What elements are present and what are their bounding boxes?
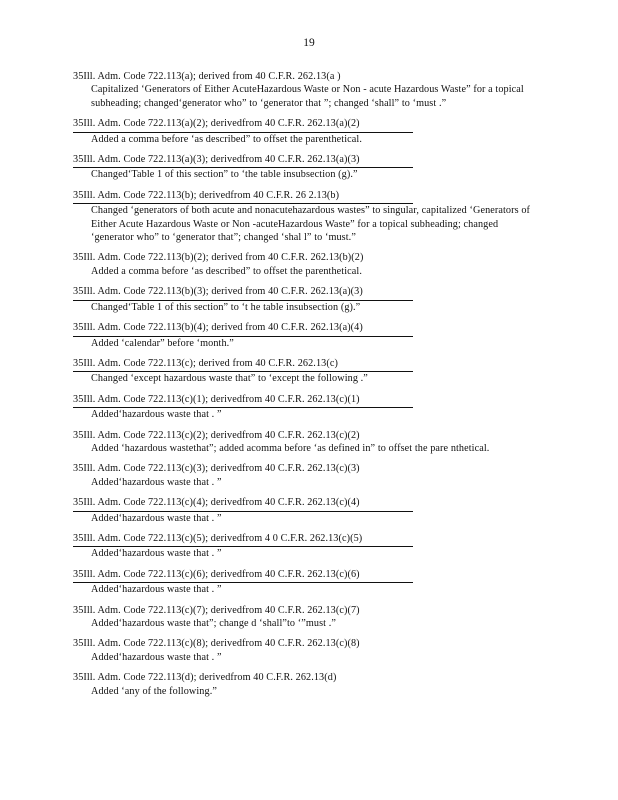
entry-13 [73,532,543,561]
entry-note: Changed‘Table 1 of this section” to ‘the table insubsection (g).” [91,169,358,181]
entry-citation: 35Ill. Adm. Code 722.113(c); derived from 40 C.F.R. 262.13(c) [73,357,413,372]
entry-note: Added‘hazardous waste that . ” [91,409,222,421]
entry-citation: 35Ill. Adm. Code 722.113(c)(1); derivedfrom 40 C.F.R. 262.13(c)(1) [73,393,413,408]
entry-note: Added‘hazardous waste that . ” [91,476,222,488]
entry-citation: 35Ill. Adm. Code 722.113(b)(2); derived from 40 C.F.R. 262.13(b)(2) [73,252,364,264]
entry-citation: 35Ill. Adm. Code 722.113(a)(3); derivedfrom 40 C.F.R. 262.13(a)(3) [73,153,413,168]
entry-2 [73,117,543,146]
entry-citation: 35Ill. Adm. Code 722.113(c)(2); derivedfrom 40 C.F.R. 262.13(c)(2) [73,429,360,441]
entry-note: Added‘hazardous waste that”; change d ‘shall”to ‘”must .” [91,618,337,629]
entry-citation: 35Ill. Adm. Code 722.113(c)(4); derivedfrom 40 C.F.R. 262.13(c)(4) [73,496,413,511]
entry-note: Capitalized ‘Generators of Either AcuteHazardous Waste or Non - acute Hazardous Waste” for a topical subheading; changed‘generator who” to ‘generator that ”; changed ‘shall” to ‘must .” [91,84,524,109]
entry-note: Added‘hazardous waste that . ” [91,512,222,524]
entry-note: Changed ‘except hazardous waste that” to ‘except the following .” [91,373,368,385]
entry-citation: 35Ill. Adm. Code 722.113(c)(6); derivedfrom 40 C.F.R. 262.13(c)(6) [73,568,413,583]
entry-note: Added‘hazardous waste that . ” [91,584,222,596]
entry-note: Added a comma before ‘as described” to offset the parenthetical. [91,133,362,145]
entry-note: Added‘hazardous waste that . ” [91,548,222,560]
entry-citation: 35Ill. Adm. Code 722.113(c)(8); derivedfrom 40 C.F.R. 262.13(c)(8) [73,638,360,650]
entry-8 [73,357,543,386]
entry-note: Added‘hazardous waste that . ” [91,651,222,663]
entry-3 [73,153,543,182]
entry-9 [73,393,543,422]
entry-16 [73,637,543,664]
entry-citation: 35Ill. Adm. Code 722.113(b)(3); derived from 40 C.F.R. 262.13(a)(3) [73,285,413,300]
change-log [73,70,543,705]
entry-citation: 35Ill. Adm. Code 722.113(b); derivedfrom 40 C.F.R. 26 2.13(b) [73,189,413,204]
entry-15 [73,604,543,631]
entry-note: Added ‘calendar” before ‘month.” [91,337,234,349]
page-number: 19 [303,37,315,49]
entry-citation: 35Ill. Adm. Code 722.113(a)(2); derivedfrom 40 C.F.R. 262.13(a)(2) [73,117,413,132]
entry-14 [73,568,543,597]
entry-citation: 35Ill. Adm. Code 722.113(a); derived from 40 C.F.R. 262.13(a ) [73,71,341,82]
entry-5 [73,251,543,278]
entry-citation: 35Ill. Adm. Code 722.113(c)(5); derivedfrom 4 0 C.F.R. 262.13(c)(5) [73,532,413,547]
entry-1 [73,70,543,110]
entry-note: Changed ‘generators of both acute and nonacutehazardous wastes” to singular, capitalized ‘Generators of Either Acute Hazardous Waste or Non -acuteHazardous Waste” for a topical subheading; changed ‘generator who” to ‘generator that”; changed ‘shal l” to ‘must.” [91,205,531,244]
entry-12 [73,496,543,525]
entry-note: Added ‘any of the following.” [91,685,217,697]
entry-note: Changed‘Table 1 of this section” to ‘t he table insubsection (g).” [91,301,361,313]
entry-6 [73,285,543,314]
entry-citation: 35Ill. Adm. Code 722.113(c)(7); derivedfrom 40 C.F.R. 262.13(c)(7) [73,604,360,616]
entry-10 [73,429,543,456]
entry-note: Added a comma before ‘as described” to offset the parenthetical. [91,265,362,277]
entry-4 [73,189,543,245]
entry-citation: 35Ill. Adm. Code 722.113(b)(4); derived from 40 C.F.R. 262.13(a)(4) [73,321,413,336]
entry-11 [73,462,543,489]
entry-7 [73,321,543,350]
entry-17 [73,671,543,698]
entry-citation: 35Ill. Adm. Code 722.113(d); derivedfrom 40 C.F.R. 262.13(d) [73,672,337,684]
entry-note: Added ‘hazardous wastethat”; added acomma before ‘as defined in” to offset the pare nthetical. [91,442,490,454]
entry-citation: 35Ill. Adm. Code 722.113(c)(3); derivedfrom 40 C.F.R. 262.13(c)(3) [73,463,360,475]
